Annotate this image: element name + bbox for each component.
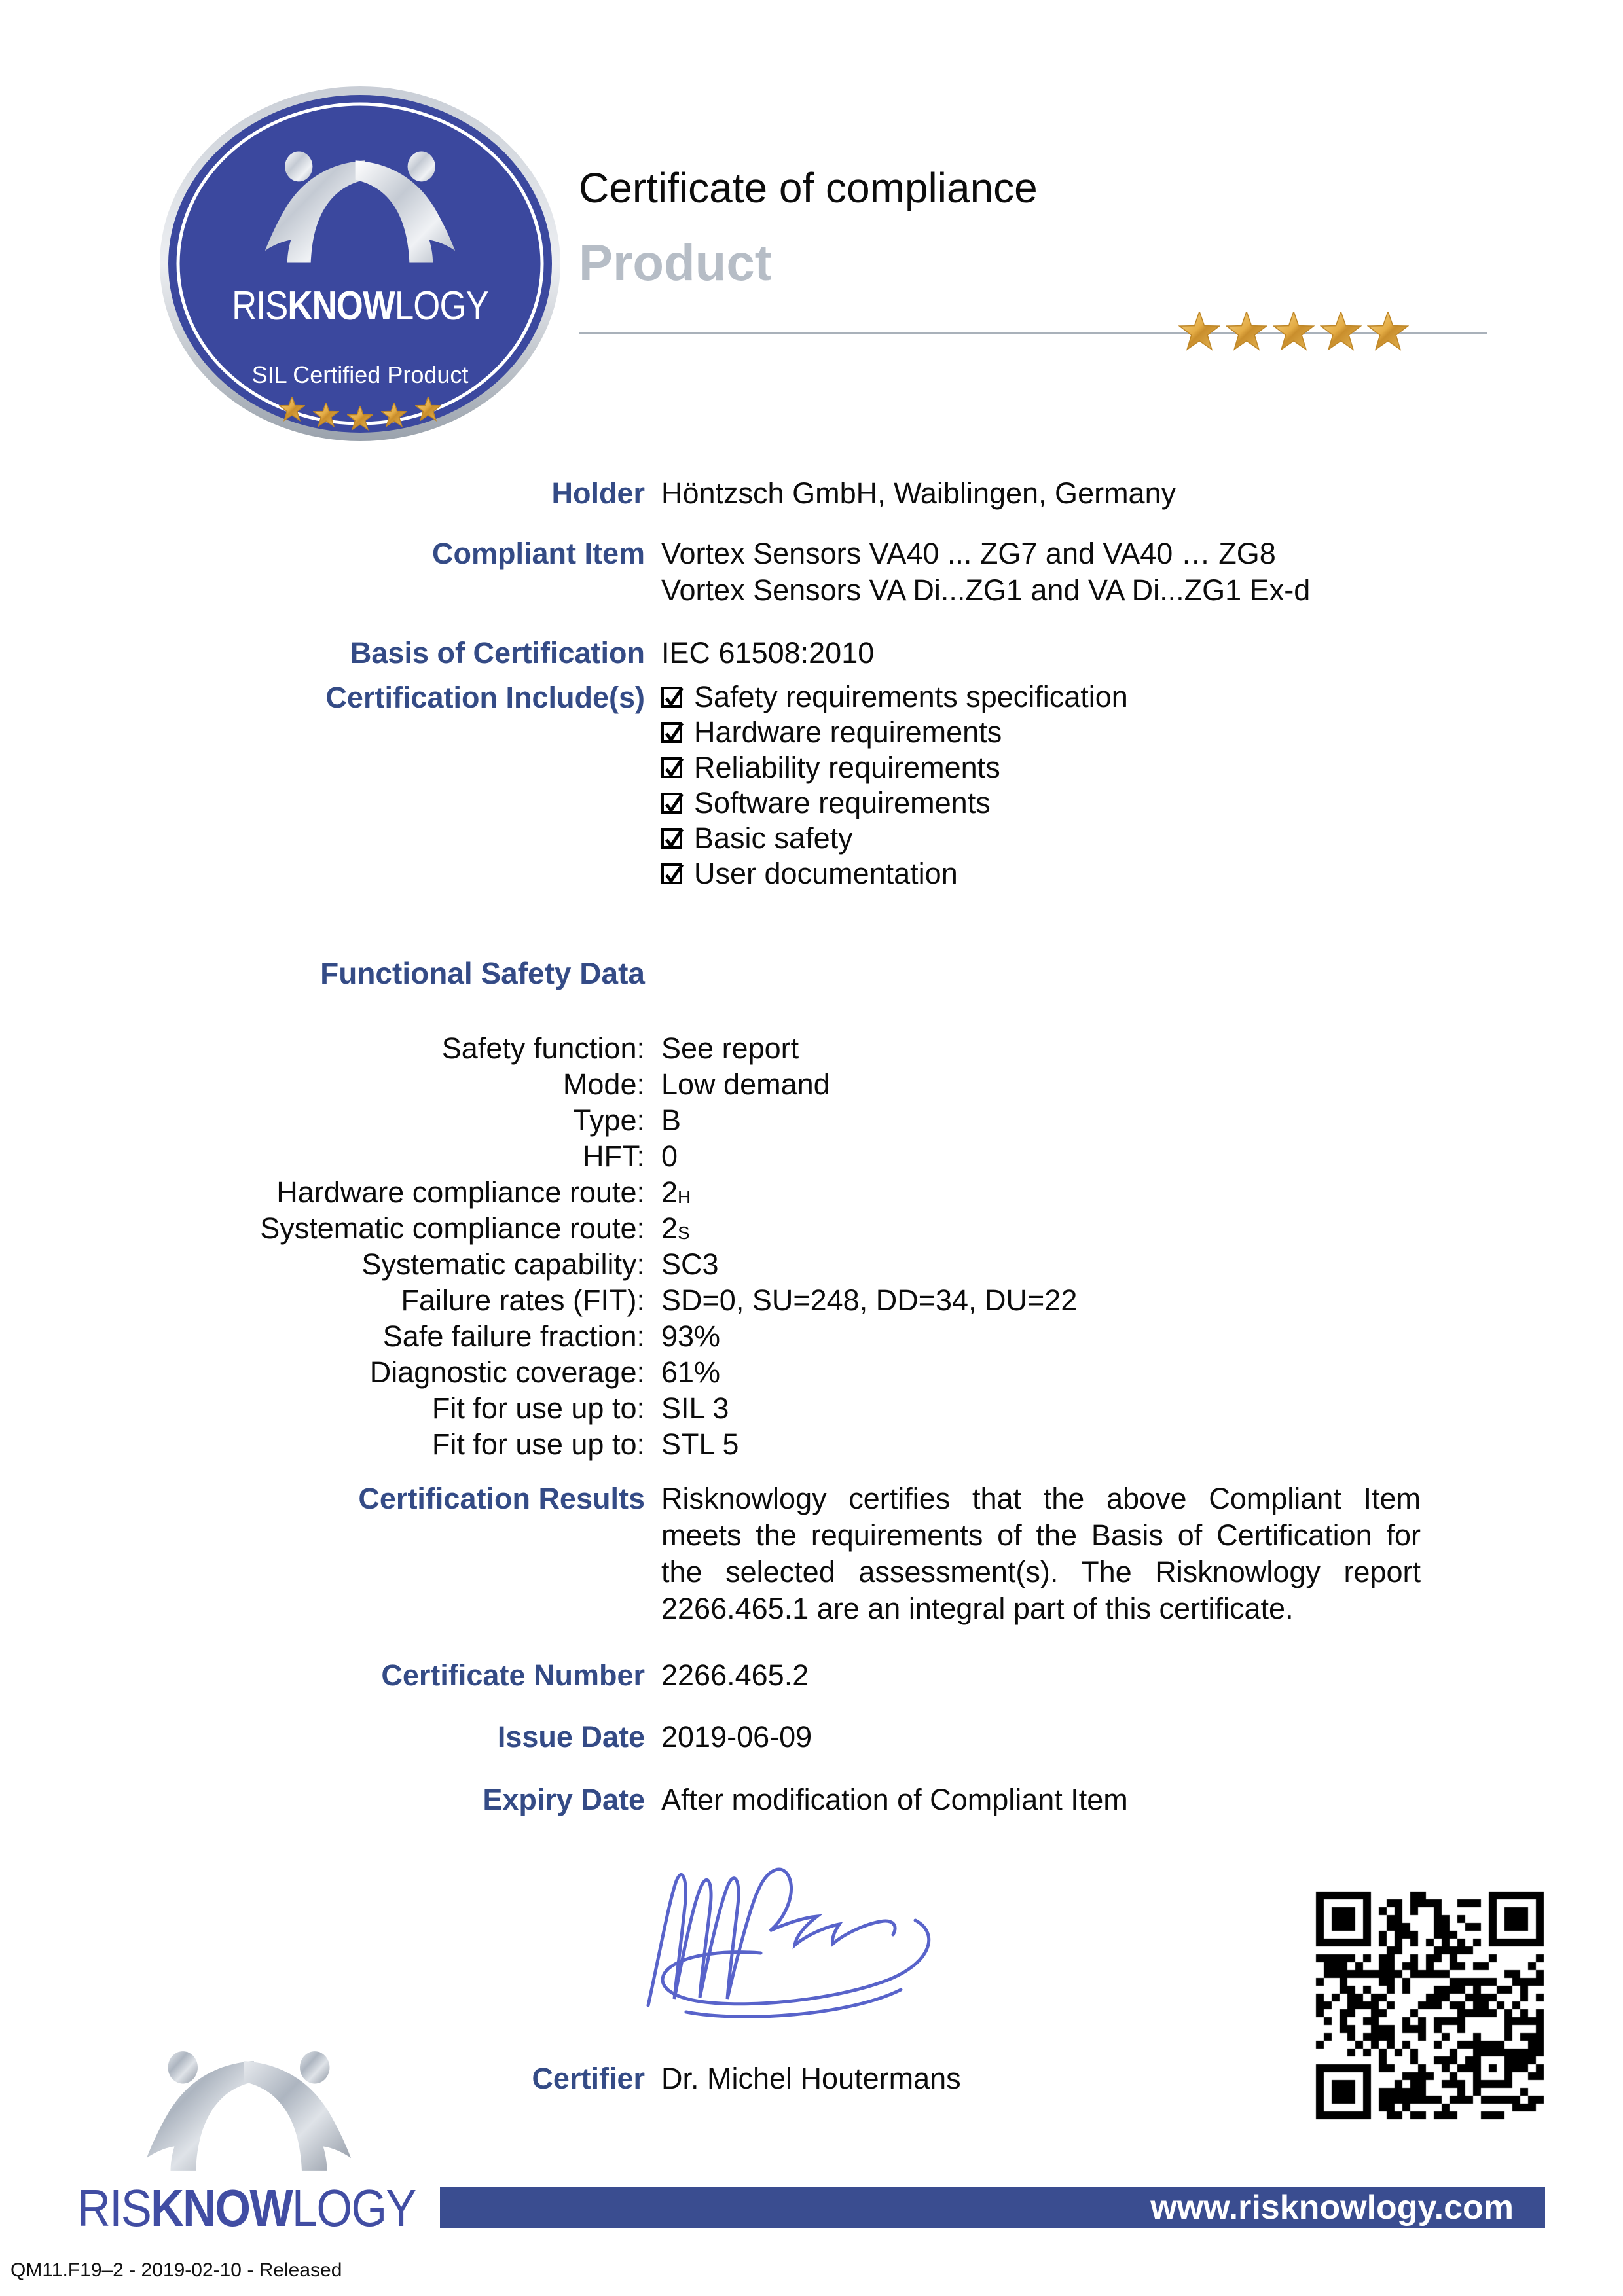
- certifier-signature: [609, 1840, 976, 2037]
- fsd-row-value: SD=0, SU=248, DD=34, DU=22: [661, 1283, 1078, 1317]
- include-item: [661, 856, 1128, 891]
- fsd-row: [56, 1031, 1077, 1067]
- functional-safety-data-header: Functional Safety Data: [320, 956, 645, 990]
- include-item-label: Reliability requirements: [694, 751, 1000, 784]
- include-item-label: Basic safety: [694, 821, 853, 855]
- results-text: Risknowlogy certifies that the above Compliant Item meets the requirements of the Basis of Certification for the selected assessment(s). The Risknowlogy report 2266.465.1 are an integral part of this certificate.: [661, 1482, 1421, 1625]
- fsd-row-value: $2_H$: [661, 1175, 691, 1209]
- fsd-row: [56, 1211, 1077, 1247]
- rating-stars: [1178, 312, 1409, 353]
- checkbox-checked-icon: [661, 722, 682, 743]
- badge-star: [313, 403, 339, 432]
- footer-wordmark-pre: RIS: [77, 2179, 151, 2237]
- include-item-label: Software requirements: [694, 786, 991, 819]
- include-item: [661, 821, 1128, 856]
- badge-wordmark-pre: RIS: [232, 283, 288, 329]
- checkbox-checked-icon: [661, 793, 682, 814]
- star-icon: [415, 397, 441, 423]
- fsd-row: [56, 1427, 1077, 1463]
- certifier-label: Certifier: [532, 2062, 645, 2095]
- star-icon: [1178, 312, 1220, 353]
- compliant-item-line: Vortex Sensors VA Di...ZG1 and VA Di...ZG1 Ex-d: [661, 573, 1311, 607]
- star-icon: [1273, 312, 1315, 353]
- badge-star: [347, 406, 373, 435]
- results-label: Certification Results: [358, 1482, 645, 1515]
- include-item-label: Safety requirements specification: [694, 680, 1128, 713]
- star-icon: [1320, 312, 1362, 353]
- fsd-row: [56, 1139, 1077, 1175]
- website-url: www.risknowlogy.com: [1150, 2189, 1514, 2227]
- star-icon: [313, 403, 339, 429]
- fsd-row-label: Fit for use up to:: [431, 1391, 645, 1425]
- qr-code: [1315, 1890, 1545, 2121]
- fsd-row: [56, 1103, 1077, 1139]
- include-item: [661, 715, 1128, 750]
- footer-wordmark: [77, 2178, 416, 2238]
- star-icon: [1226, 312, 1267, 353]
- includes-checklist: [661, 679, 1128, 891]
- basis-label: Basis of Certification: [350, 636, 645, 670]
- fsd-row-label: Hardware compliance route:: [276, 1175, 645, 1209]
- fsd-row-value: 61%: [661, 1355, 721, 1389]
- fsd-row: [56, 1247, 1077, 1283]
- badge-subtitle: SIL Certified Product: [251, 361, 469, 388]
- sil-certified-badge: [157, 84, 563, 444]
- fsd-row: [56, 1067, 1077, 1103]
- include-item: [661, 750, 1128, 785]
- badge-rating-stars: [157, 397, 563, 426]
- fsd-row-label: Fit for use up to:: [431, 1427, 645, 1461]
- website-bar: [440, 2187, 1545, 2228]
- expiry-date-label: Expiry Date: [483, 1783, 645, 1816]
- include-item: [661, 679, 1128, 715]
- fsd-row-label: Type:: [572, 1103, 645, 1137]
- fsd-row-value: 93%: [661, 1319, 721, 1353]
- fsd-row-value: $2_S$: [661, 1211, 690, 1245]
- risknowlogy-figure-icon: [264, 149, 456, 264]
- fsd-row-label: Systematic capability:: [361, 1247, 645, 1281]
- certifier-value: Dr. Michel Houtermans: [661, 2062, 961, 2095]
- fsd-row-value: STL 5: [661, 1427, 739, 1461]
- fsd-row-label: Diagnostic coverage:: [369, 1355, 645, 1389]
- star-icon: [347, 406, 373, 432]
- include-item: [661, 785, 1128, 821]
- issue-date-label: Issue Date: [497, 1720, 645, 1753]
- fsd-row: [56, 1283, 1077, 1319]
- certificate-number-value: 2266.465.2: [661, 1659, 809, 1692]
- certificate-number-label: Certificate Number: [381, 1659, 645, 1692]
- star-icon: [1367, 312, 1409, 353]
- badge-wordmark-post: LOGY: [394, 283, 488, 329]
- fsd-row-value: 0: [661, 1139, 678, 1173]
- expiry-date-value: After modification of Compliant Item: [661, 1783, 1128, 1816]
- fsd-row: [56, 1319, 1077, 1355]
- fsd-row-value: SC3: [661, 1247, 719, 1281]
- badge-star: [415, 397, 441, 426]
- star-icon: [381, 403, 407, 429]
- holder-value: Höntzsch GmbH, Waiblingen, Germany: [661, 476, 1176, 510]
- include-item-label: Hardware requirements: [694, 715, 1002, 749]
- checkbox-checked-icon: [661, 687, 682, 708]
- fsd-row: [56, 1175, 1077, 1211]
- fsd-row-label: Safe failure fraction:: [382, 1319, 645, 1353]
- badge-star: [381, 403, 407, 432]
- checkbox-checked-icon: [661, 828, 682, 849]
- fsd-row-label: Mode:: [562, 1067, 645, 1101]
- fsd-row: [56, 1391, 1077, 1427]
- compliant-item-value: [661, 535, 1447, 609]
- holder-label: Holder: [551, 476, 645, 510]
- fsd-row-value: See report: [661, 1031, 799, 1065]
- fsd-row: [56, 1355, 1077, 1391]
- page-subtitle: Product: [579, 234, 772, 291]
- fsd-row-label: HFT:: [583, 1139, 645, 1173]
- footer-wordmark-post: LOGY: [291, 2179, 416, 2237]
- document-reference: QM11.F19–2 - 2019-02-10 - Released: [10, 2259, 342, 2281]
- compliant-item-label: Compliant Item: [431, 537, 645, 570]
- compliant-item-line: Vortex Sensors VA40 ... ZG7 and VA40 … ZG8: [661, 537, 1276, 570]
- badge-star: [279, 397, 305, 426]
- fsd-row-label: Systematic compliance route:: [260, 1211, 645, 1245]
- include-item-label: User documentation: [694, 857, 958, 890]
- risknowlogy-figure-icon: [145, 2049, 352, 2173]
- page-title: Certificate of compliance: [579, 164, 1038, 211]
- fsd-row-label: Safety function:: [441, 1031, 645, 1065]
- checkbox-checked-icon: [661, 863, 682, 884]
- issue-date-value: 2019-06-09: [661, 1720, 812, 1753]
- basis-value: IEC 61508:2010: [661, 636, 875, 670]
- star-icon: [279, 397, 305, 423]
- fsd-row-value: SIL 3: [661, 1391, 729, 1425]
- fsd-row-value: B: [661, 1103, 682, 1137]
- footer-wordmark-bold: KNOW: [151, 2179, 292, 2237]
- fsd-row-label: Failure rates (FIT):: [401, 1283, 645, 1317]
- badge-wordmark-bold: KNOW: [287, 283, 395, 329]
- functional-safety-data-table: [56, 1031, 1077, 1463]
- fsd-row-value: Low demand: [661, 1067, 830, 1101]
- checkbox-checked-icon: [661, 757, 682, 778]
- badge-wordmark: [188, 283, 533, 329]
- includes-label: Certification Include(s): [325, 681, 645, 714]
